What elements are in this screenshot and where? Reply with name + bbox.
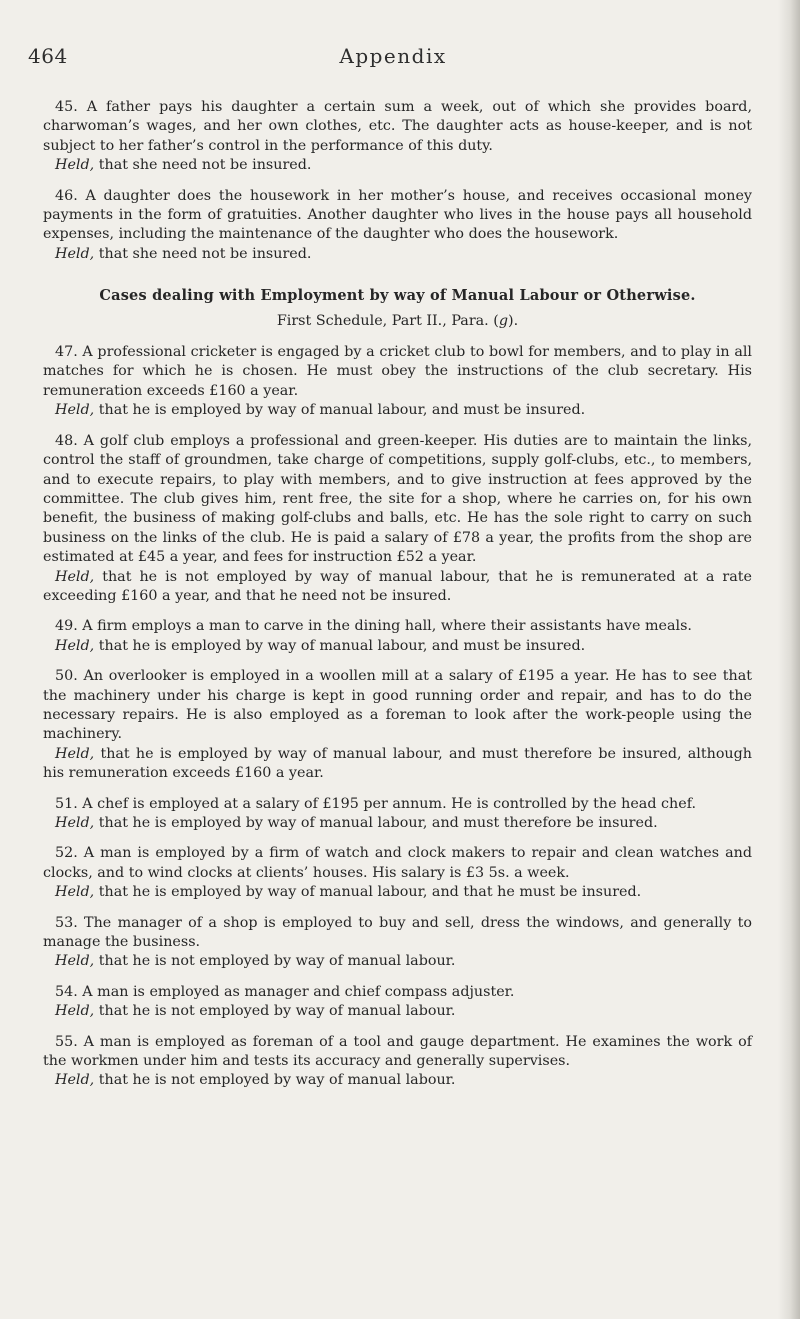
case-holding: [43, 883, 752, 902]
case-50: [43, 667, 752, 783]
holding-text: that she need not be insured.: [94, 157, 312, 174]
case-55: [43, 1033, 752, 1091]
subheading-text: First Schedule, Part II., Para. (: [276, 312, 499, 329]
case-statement: 51. A chef is employed at a salary of £195 per annum. He is controlled by the head chef.: [55, 795, 697, 812]
held-label: Held,: [55, 568, 95, 585]
case-statement: 48. A golf club employs a professional and green-keeper. His duties are to maintain the links, control the staff of groundmen, take charge of competitions, supply golf-clubs, etc., to members, and to execute repairs, to play with members, and to give instruction at fees approved by the committee. The club gives him, rent free, the site for a shop, where he carries on, for his own benefit, the business of making golf-clubs and balls, etc. He has the sole right to carry on such business on the links of the club. He is paid a salary of £78 a year, the profits from the shop are estimated at £45 a year, and fees for instruction £52 a year.: [43, 432, 752, 566]
case-holding: [43, 156, 752, 175]
held-label: Held,: [55, 637, 95, 654]
subheading-end: ).: [508, 312, 519, 329]
holding-text: that he is employed by way of manual labour, and must therefore be insured.: [94, 815, 658, 831]
holding-text: that she need not be insured.: [94, 245, 312, 262]
case-holding: [43, 814, 752, 833]
held-label: Held,: [55, 953, 95, 970]
case-holding: [43, 401, 752, 420]
holding-text: that he is employed by way of manual labour, and that he must be insured.: [94, 884, 642, 901]
case-54: [43, 983, 752, 1022]
case-statement: 49. A firm employs a man to carve in the dining hall, where their assistants have meals.: [55, 618, 692, 635]
page-number: 464: [28, 44, 68, 68]
case-statement: 46. A daughter does the housework in her mother’s house, and receives occasional money payments in the form of gratuities. Another daughter who lives in the house pays all household expenses, including the maintenance of the daughter who does the housework.: [43, 187, 752, 243]
held-label: Held,: [55, 245, 95, 262]
case-statement: 47. A professional cricketer is engaged by a cricket club to bowl for members, and to play in all matches for which he is chosen. He must obey the instructions of the club secretary. His remuneration exceeds £160 a year.: [43, 344, 752, 399]
running-head: Appendix: [339, 44, 447, 68]
case-53: [43, 914, 752, 972]
case-holding: [43, 952, 752, 971]
held-label: Held,: [55, 157, 95, 174]
holding-text: that he is employed by way of manual labour, and must be insured.: [94, 402, 586, 419]
holding-text: that he is not employed by way of manual labour.: [94, 1003, 456, 1020]
subheading-italic: g: [498, 312, 509, 329]
page-edge-shadow: [778, 0, 800, 1319]
holding-text: that he is not employed by way of manual labour, that he is remunerated at a rate exceeding £160 a year, and that he need not be insured.: [43, 568, 752, 604]
section-subheading: [43, 312, 752, 331]
holding-text: that he is not employed by way of manual labour.: [94, 1072, 456, 1089]
held-label: Held,: [55, 1003, 95, 1020]
case-holding: [43, 245, 752, 264]
held-label: Held,: [55, 745, 95, 762]
case-45: [43, 98, 752, 176]
case-holding: [43, 568, 752, 607]
held-label: Held,: [55, 815, 95, 831]
holding-text: that he is employed by way of manual labour, and must be insured.: [94, 637, 586, 654]
page-header: [28, 44, 758, 74]
held-label: Held,: [55, 1072, 95, 1089]
case-statement: 54. A man is employed as manager and chief compass adjuster.: [55, 983, 515, 1000]
section-heading: Cases dealing with Employment by way of Manual Labour or Otherwise.: [99, 287, 696, 305]
case-holding: [43, 1071, 752, 1090]
case-statement: 55. A man is employed as foreman of a tool and gauge department. He examines the work of the workmen under him and tests its accuracy and generally supervises.: [43, 1033, 752, 1070]
case-holding: [43, 1002, 752, 1021]
case-holding: [43, 637, 752, 656]
holding-text: that he is employed by way of manual labour, and must therefore be insured, although his remuneration exceeds £160 a year.: [43, 745, 752, 782]
holding-text: that he is not employed by way of manual labour.: [94, 953, 456, 970]
case-statement: 53. The manager of a shop is employed to buy and sell, dress the windows, and generally to manage the business.: [43, 914, 752, 951]
case-49: [43, 617, 752, 656]
case-47: [43, 343, 752, 421]
held-label: Held,: [55, 402, 95, 419]
case-statement: 50. An overlooker is employed in a woollen mill at a salary of £195 a year. He has to see that the machinery under his charge is kept in good running order and repair, and has to do the necessary repairs. He is also employed as a foreman to look after the work-people using the machinery.: [43, 668, 752, 743]
case-holding: [43, 745, 752, 784]
case-statement: 52. A man is employed by a firm of watch and clock makers to repair and clean watches and clocks, and to wind clocks at clients’ houses. His salary is £3 5s. a week.: [43, 845, 752, 881]
case-48: [43, 432, 752, 607]
case-52: [43, 844, 752, 902]
body-text: [43, 98, 752, 1102]
case-46: [43, 187, 752, 265]
case-51: [43, 795, 752, 834]
held-label: Held,: [55, 884, 95, 901]
case-statement: 45. A father pays his daughter a certain sum a week, out of which she provides board, charwoman’s wages, and her own clothes, etc. The daughter acts as house-keeper, and is not subject to her father’s control in the performance of this duty.: [43, 99, 752, 154]
